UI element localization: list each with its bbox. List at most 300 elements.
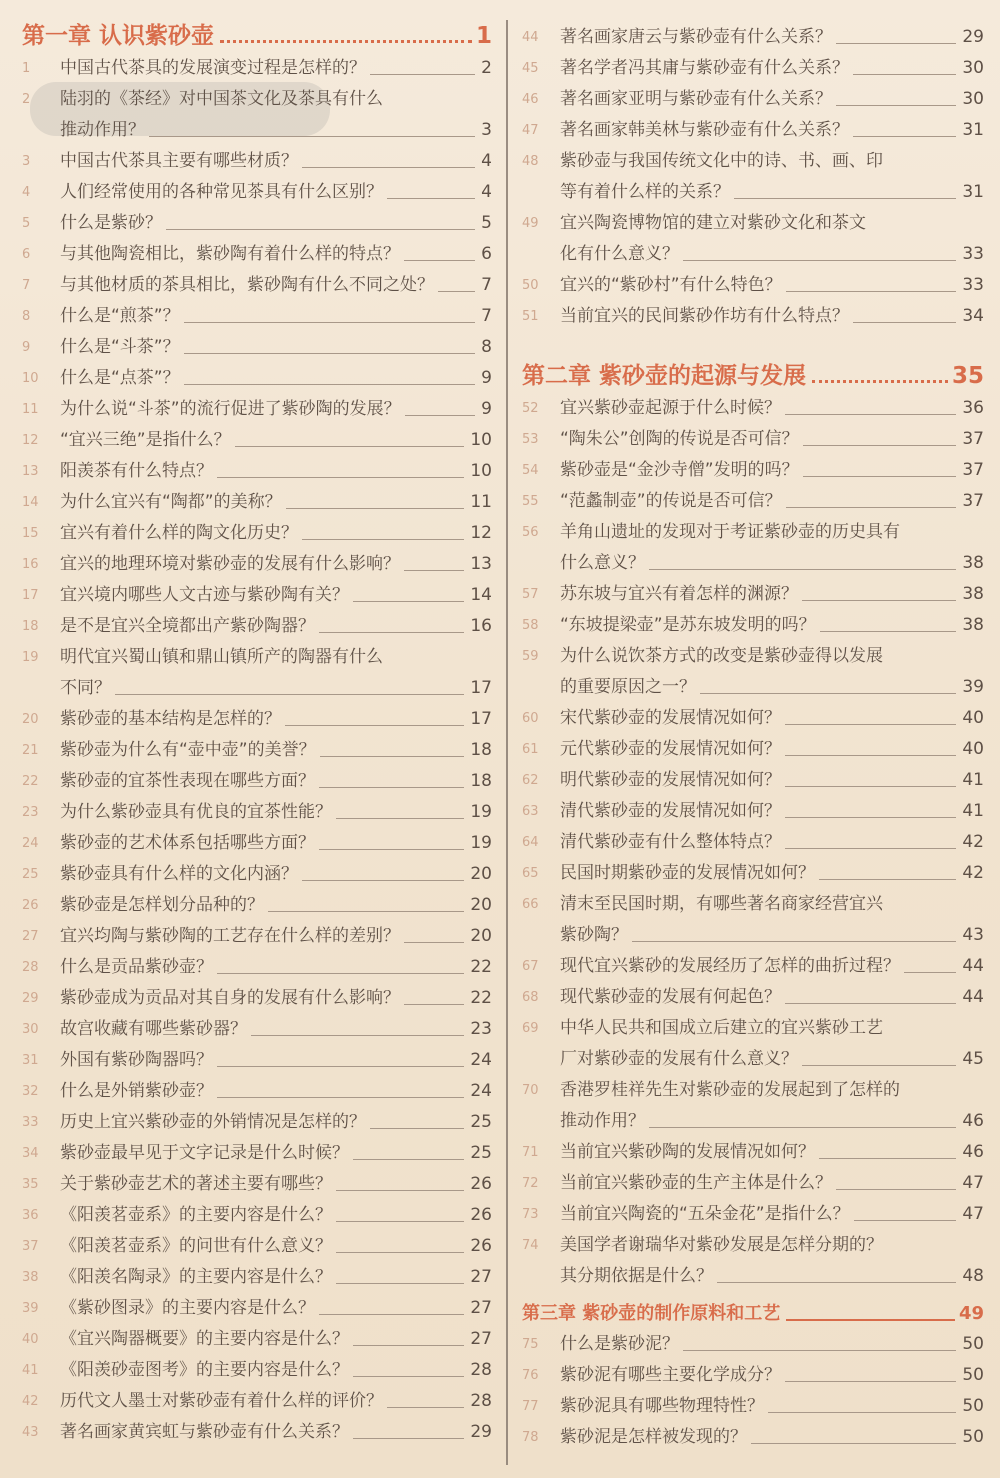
entry-body [560, 858, 984, 889]
entry-number: 15 [22, 526, 39, 541]
toc-entry[interactable] [522, 641, 984, 703]
entry-text-continued: 化有什么意义？ [560, 244, 679, 264]
entry-page: 28 [470, 1391, 492, 1411]
entry-number: 17 [22, 588, 39, 603]
entry-body [60, 1014, 492, 1045]
toc-entry[interactable] [22, 1386, 492, 1417]
entry-number: 48 [522, 154, 539, 169]
leader-line [149, 136, 475, 137]
toc-entry[interactable] [22, 146, 492, 177]
entry-text: 是不是宜兴全境都出产紫砂陶器？ [60, 616, 315, 636]
toc-entry[interactable] [22, 549, 492, 580]
entry-body [560, 1013, 984, 1075]
entry-text: 紫砂壶最早见于文字记录是什么时候？ [60, 1143, 349, 1163]
toc-entry[interactable] [522, 734, 984, 765]
leader-line [336, 1190, 464, 1191]
entry-body [560, 517, 984, 579]
toc-entry[interactable] [22, 487, 492, 518]
entry-body [560, 301, 984, 332]
toc-entry[interactable] [522, 517, 984, 579]
entry-body [560, 146, 984, 208]
toc-entry[interactable] [522, 301, 984, 332]
entry-text: 故宫收藏有哪些紫砂器？ [60, 1019, 247, 1039]
entry-text: 著名画家韩美林与紫砂壶有什么关系？ [560, 120, 849, 140]
chapter-heading[interactable] [22, 22, 492, 50]
toc-entry[interactable] [522, 1391, 984, 1422]
toc-entry[interactable] [522, 1013, 984, 1075]
entry-text: 什么是贡品紫砂壶？ [60, 957, 213, 977]
toc-entry[interactable] [22, 704, 492, 735]
entry-body [60, 611, 492, 642]
entry-number: 62 [522, 773, 539, 788]
leader-line [853, 136, 956, 137]
entry-body [60, 797, 492, 828]
entry-page: 22 [470, 988, 492, 1008]
toc-entry[interactable] [22, 208, 492, 239]
entry-number: 50 [522, 278, 539, 293]
entry-number: 37 [22, 1239, 39, 1254]
toc-list [22, 53, 492, 1448]
chapter-page: 49 [958, 1303, 984, 1324]
entry-number: 31 [22, 1053, 39, 1068]
entry-page: 14 [470, 585, 492, 605]
toc-entry[interactable] [22, 828, 492, 859]
toc-entry[interactable] [22, 84, 492, 146]
toc-entry[interactable] [22, 270, 492, 301]
entry-page: 50 [962, 1365, 984, 1385]
leader-line [438, 291, 475, 292]
toc-entry[interactable] [22, 1169, 492, 1200]
entry-body [560, 115, 984, 146]
toc-entry[interactable] [22, 580, 492, 611]
toc-entry[interactable] [22, 921, 492, 952]
leader-line [853, 322, 956, 323]
entry-text: 为什么说饮茶方式的改变是紫砂壶得以发展 [560, 646, 883, 666]
leader-line [717, 1282, 956, 1283]
toc-entry[interactable] [522, 889, 984, 951]
entry-page: 47 [962, 1173, 984, 1193]
leader-line [785, 817, 956, 818]
entry-text: “范蠡制壶”的传说是否可信？ [560, 491, 782, 511]
leader-line [649, 569, 956, 570]
entry-page: 2 [481, 58, 492, 78]
entry-text: 紫砂壶为什么有“壶中壶”的美誉？ [60, 740, 316, 760]
entry-number: 6 [22, 247, 31, 262]
entry-number: 8 [22, 309, 31, 324]
toc-entry[interactable] [522, 951, 984, 982]
entry-text: 紫砂壶的基本结构是怎样的？ [60, 709, 281, 729]
leader-line [217, 1066, 464, 1067]
leader-line [285, 725, 464, 726]
leader-line [184, 322, 476, 323]
entry-number: 51 [522, 309, 539, 324]
toc-entry[interactable] [522, 610, 984, 641]
entry-number: 44 [522, 30, 539, 45]
entry-text: 宋代紫砂壶的发展情况如何？ [560, 708, 781, 728]
chapter-page: 35 [951, 363, 984, 389]
entry-body [560, 455, 984, 486]
entry-body [560, 486, 984, 517]
toc-entry[interactable] [22, 611, 492, 642]
entry-number: 38 [22, 1270, 39, 1285]
entry-body [560, 641, 984, 703]
entry-body [560, 610, 984, 641]
toc-entry[interactable] [22, 890, 492, 921]
entry-number: 23 [22, 805, 39, 820]
entry-body [560, 579, 984, 610]
entry-text: 宜兴境内哪些人文古迹与紫砂陶有关？ [60, 585, 349, 605]
leader-line [166, 229, 475, 230]
entry-number: 35 [22, 1177, 39, 1192]
toc-entry[interactable] [522, 424, 984, 455]
entry-body [60, 53, 492, 84]
entry-body [560, 827, 984, 858]
toc-entry[interactable] [22, 735, 492, 766]
entry-text: 明代宜兴蜀山镇和鼎山镇所产的陶器有什么 [60, 647, 383, 667]
leader-line [404, 570, 464, 571]
entry-text: 苏东坡与宜兴有着怎样的渊源？ [560, 584, 798, 604]
entry-page: 50 [962, 1427, 984, 1447]
entry-body [560, 796, 984, 827]
leader-line [217, 477, 464, 478]
toc-entry[interactable] [522, 22, 984, 53]
entry-page: 23 [470, 1019, 492, 1039]
toc-entry[interactable] [522, 1360, 984, 1391]
entry-text-continued: 不同？ [60, 678, 111, 698]
entry-text: 现代宜兴紫砂的发展经历了怎样的曲折过程？ [560, 956, 900, 976]
leader-line [649, 1127, 956, 1128]
entry-text: 什么是外销紫砂壶？ [60, 1081, 213, 1101]
entry-page: 31 [962, 120, 984, 140]
entry-page: 26 [470, 1205, 492, 1225]
entry-body [560, 1391, 984, 1422]
entry-text: 著名学者冯其庸与紫砂壶有什么关系？ [560, 58, 849, 78]
entry-body [60, 456, 492, 487]
entry-body [60, 1324, 492, 1355]
entry-page: 12 [470, 523, 492, 543]
entry-text: 民国时期紫砂壶的发展情况如何？ [560, 863, 815, 883]
toc-entry[interactable] [522, 1230, 984, 1292]
toc-entry[interactable] [22, 1045, 492, 1076]
entry-page: 17 [470, 709, 492, 729]
entry-number: 53 [522, 432, 539, 447]
toc-entry[interactable] [22, 1107, 492, 1138]
entry-number: 69 [522, 1021, 539, 1036]
left-column [22, 22, 492, 1448]
leader-line [336, 818, 464, 819]
entry-text-continued: 推动作用？ [560, 1111, 645, 1131]
entry-text: 《阳羡砂壶图考》的主要内容是什么？ [60, 1360, 349, 1380]
toc-entry[interactable] [522, 115, 984, 146]
entry-number: 77 [522, 1399, 539, 1414]
toc-entry[interactable] [22, 983, 492, 1014]
entry-text: 宜兴有着什么样的陶文化历史？ [60, 523, 298, 543]
entry-text: 紫砂壶具有什么样的文化内涵？ [60, 864, 298, 884]
entry-body [560, 424, 984, 455]
entry-number: 58 [522, 618, 539, 633]
entry-number: 19 [22, 650, 39, 665]
entry-text: 人们经常使用的各种常见茶具有什么区别？ [60, 182, 383, 202]
entry-number: 39 [22, 1301, 39, 1316]
entry-page: 37 [962, 460, 984, 480]
leader-line [353, 601, 464, 602]
toc-entry[interactable] [522, 579, 984, 610]
entry-body [560, 270, 984, 301]
entry-number: 4 [22, 185, 31, 200]
entry-page: 43 [962, 925, 984, 945]
entry-page: 50 [962, 1334, 984, 1354]
entry-number: 11 [22, 402, 39, 417]
toc-entry[interactable] [522, 53, 984, 84]
entry-text: 宜兴陶瓷博物馆的建立对紫砂文化和茶文 [560, 213, 866, 233]
entry-text: 紫砂壶的宜茶性表现在哪些方面？ [60, 771, 315, 791]
toc-entry[interactable] [22, 642, 492, 704]
entry-text: 美国学者谢瑞华对紫砂发展是怎样分期的？ [560, 1235, 883, 1255]
toc-entry[interactable] [522, 1329, 984, 1360]
right-column [522, 22, 984, 1453]
toc-entry[interactable] [22, 1231, 492, 1262]
entry-number: 70 [522, 1083, 539, 1098]
entry-number: 73 [522, 1207, 539, 1222]
entry-body [60, 704, 492, 735]
entry-number: 26 [22, 898, 39, 913]
entry-page: 4 [481, 182, 492, 202]
chapter-leader [786, 1319, 955, 1321]
entry-text: 中国古代茶具主要有哪些材质？ [60, 151, 298, 171]
entry-body [60, 177, 492, 208]
toc-entry[interactable] [522, 393, 984, 424]
toc-entry[interactable] [22, 859, 492, 890]
toc-entry[interactable] [522, 796, 984, 827]
leader-line [404, 942, 464, 943]
entry-text: 紫砂壶与我国传统文化中的诗、书、画、印 [560, 151, 883, 171]
entry-text: 羊角山遗址的发现对于考证紫砂壶的历史具有 [560, 522, 900, 542]
toc-entry[interactable] [522, 1422, 984, 1453]
entry-text: 历史上宜兴紫砂壶的外销情况是怎样的？ [60, 1112, 366, 1132]
entry-page: 20 [470, 864, 492, 884]
entry-text: 什么是紫砂？ [60, 213, 162, 233]
toc-entry[interactable] [22, 1293, 492, 1324]
entry-body [60, 146, 492, 177]
entry-number: 59 [522, 649, 539, 664]
entry-page: 34 [962, 306, 984, 326]
entry-number: 78 [522, 1430, 539, 1445]
entry-text: 当前宜兴紫砂陶的发展情况如何？ [560, 1142, 815, 1162]
entry-number: 27 [22, 929, 39, 944]
entry-body [560, 1137, 984, 1168]
leader-line [336, 1283, 464, 1284]
entry-body [60, 425, 492, 456]
leader-line [353, 1345, 464, 1346]
toc-entry[interactable] [22, 177, 492, 208]
toc-entry[interactable] [22, 797, 492, 828]
entry-number: 33 [22, 1115, 39, 1130]
entry-number: 61 [522, 742, 539, 757]
toc-entry[interactable] [22, 1076, 492, 1107]
toc-entry[interactable] [22, 456, 492, 487]
toc-entry[interactable] [22, 239, 492, 270]
toc-entry[interactable] [22, 53, 492, 84]
entry-body [560, 53, 984, 84]
leader-line [405, 415, 476, 416]
toc-entry[interactable] [522, 1199, 984, 1230]
entry-text: 阳羡茶有什么特点？ [60, 461, 213, 481]
entry-text: 紫砂壶成为贡品对其自身的发展有什么影响？ [60, 988, 400, 1008]
leader-line [786, 291, 957, 292]
chapter-leader [812, 380, 948, 383]
entry-page: 3 [481, 120, 492, 140]
entry-body [60, 549, 492, 580]
entry-text: 为什么宜兴有“陶都”的美称？ [60, 492, 282, 512]
entry-body [560, 22, 984, 53]
entry-number: 29 [22, 991, 39, 1006]
toc-entry[interactable] [522, 1168, 984, 1199]
toc-entry[interactable] [22, 1138, 492, 1169]
entry-number: 20 [22, 712, 39, 727]
toc-entry[interactable] [22, 1014, 492, 1045]
entry-page: 27 [470, 1298, 492, 1318]
toc-entry[interactable] [522, 208, 984, 270]
chapter-heading[interactable] [522, 1302, 984, 1326]
entry-page: 39 [962, 677, 984, 697]
entry-text: 紫砂泥有哪些主要化学成分？ [560, 1365, 781, 1385]
leader-line [768, 1412, 956, 1413]
toc-entry[interactable] [22, 1355, 492, 1386]
toc-entry[interactable] [522, 703, 984, 734]
entry-page: 47 [962, 1204, 984, 1224]
entry-body [60, 1386, 492, 1417]
chapter-heading[interactable] [522, 362, 984, 390]
entry-page: 27 [470, 1267, 492, 1287]
entry-page: 25 [470, 1143, 492, 1163]
entry-body [60, 208, 492, 239]
toc-entry[interactable] [22, 332, 492, 363]
toc-entry[interactable] [522, 84, 984, 115]
chapter-title: 第一章 认识紫砂壶 [22, 23, 215, 49]
entry-text: 紫砂泥是怎样被发现的？ [560, 1427, 747, 1447]
entry-text: 《阳羡茗壶系》的问世有什么意义？ [60, 1236, 332, 1256]
chapter-page: 1 [475, 23, 492, 49]
toc-entry[interactable] [522, 827, 984, 858]
entry-number: 46 [522, 92, 539, 107]
entry-page: 42 [962, 832, 984, 852]
entry-body [560, 393, 984, 424]
entry-body [60, 859, 492, 890]
entry-page: 6 [481, 244, 492, 264]
column-divider [506, 20, 508, 1465]
entry-page: 45 [962, 1049, 984, 1069]
toc-entry[interactable] [22, 301, 492, 332]
entry-number: 34 [22, 1146, 39, 1161]
entry-body [560, 208, 984, 270]
entry-text: 历代文人墨士对紫砂壶有着什么样的评价？ [60, 1391, 383, 1411]
leader-line [353, 1159, 464, 1160]
entry-page: 7 [481, 275, 492, 295]
entry-text: 清代紫砂壶的发展情况如何？ [560, 801, 781, 821]
toc-entry[interactable] [522, 270, 984, 301]
leader-line [404, 260, 475, 261]
entry-number: 71 [522, 1145, 539, 1160]
toc-entry[interactable] [22, 1324, 492, 1355]
entry-body [560, 703, 984, 734]
entry-body [560, 734, 984, 765]
entry-body [60, 239, 492, 270]
entry-number: 1 [22, 61, 31, 76]
entry-text-continued: 紫砂陶？ [560, 925, 628, 945]
toc-entry[interactable] [22, 766, 492, 797]
toc-entry[interactable] [22, 363, 492, 394]
toc-entry[interactable] [522, 146, 984, 208]
entry-text: “陶朱公”创陶的传说是否可信？ [560, 429, 799, 449]
entry-body [60, 1107, 492, 1138]
entry-body [60, 394, 492, 425]
entry-body [60, 766, 492, 797]
entry-page: 29 [470, 1422, 492, 1442]
entry-number: 40 [22, 1332, 39, 1347]
entry-text: 紫砂壶的艺术体系包括哪些方面？ [60, 833, 315, 853]
leader-line [336, 1221, 464, 1222]
leader-line [785, 1003, 956, 1004]
entry-text-continued: 的重要原因之一？ [560, 677, 696, 697]
entry-text: 当前宜兴的民间紫砂作坊有什么特点？ [560, 306, 849, 326]
entry-page: 8 [481, 337, 492, 357]
entry-body [60, 1293, 492, 1324]
entry-text-continued: 其分期依据是什么？ [560, 1266, 713, 1286]
entry-text: 宜兴紫砂壶起源于什么时候？ [560, 398, 781, 418]
leader-line [819, 1158, 956, 1159]
entry-body [60, 1045, 492, 1076]
leader-line [370, 1128, 464, 1129]
toc-entry[interactable] [22, 1262, 492, 1293]
toc-entry[interactable] [522, 1137, 984, 1168]
entry-text-continued: 厂对紫砂壶的发展有什么意义？ [560, 1049, 798, 1069]
toc-entry[interactable] [522, 765, 984, 796]
entry-page: 9 [481, 399, 492, 419]
toc-entry[interactable] [522, 486, 984, 517]
leader-line [836, 105, 956, 106]
entry-page: 27 [470, 1329, 492, 1349]
toc-entry[interactable] [522, 1075, 984, 1137]
toc-entry[interactable] [522, 982, 984, 1013]
toc-entry[interactable] [22, 394, 492, 425]
toc-entry[interactable] [522, 858, 984, 889]
entry-body [60, 1262, 492, 1293]
entry-number: 14 [22, 495, 39, 510]
entry-number: 47 [522, 123, 539, 138]
entry-text: 《阳羡名陶录》的主要内容是什么？ [60, 1267, 332, 1287]
toc-entry[interactable] [522, 455, 984, 486]
toc-entry[interactable] [22, 1200, 492, 1231]
entry-page: 37 [962, 429, 984, 449]
toc-entry[interactable] [22, 1417, 492, 1448]
entry-page: 22 [470, 957, 492, 977]
entry-page: 25 [470, 1112, 492, 1132]
entry-number: 64 [522, 835, 539, 850]
toc-entry[interactable] [22, 425, 492, 456]
toc-list [522, 1329, 984, 1453]
entry-body [60, 642, 492, 704]
toc-entry[interactable] [22, 952, 492, 983]
chapter-title: 第二章 紫砂壶的起源与发展 [522, 363, 807, 389]
entry-text-continued: 等有着什么样的关系？ [560, 182, 730, 202]
leader-line [819, 879, 956, 880]
leader-line [302, 880, 464, 881]
entry-page: 26 [470, 1174, 492, 1194]
entry-body [60, 1231, 492, 1262]
entry-page: 38 [962, 553, 984, 573]
entry-number: 10 [22, 371, 39, 386]
toc-entry[interactable] [22, 518, 492, 549]
